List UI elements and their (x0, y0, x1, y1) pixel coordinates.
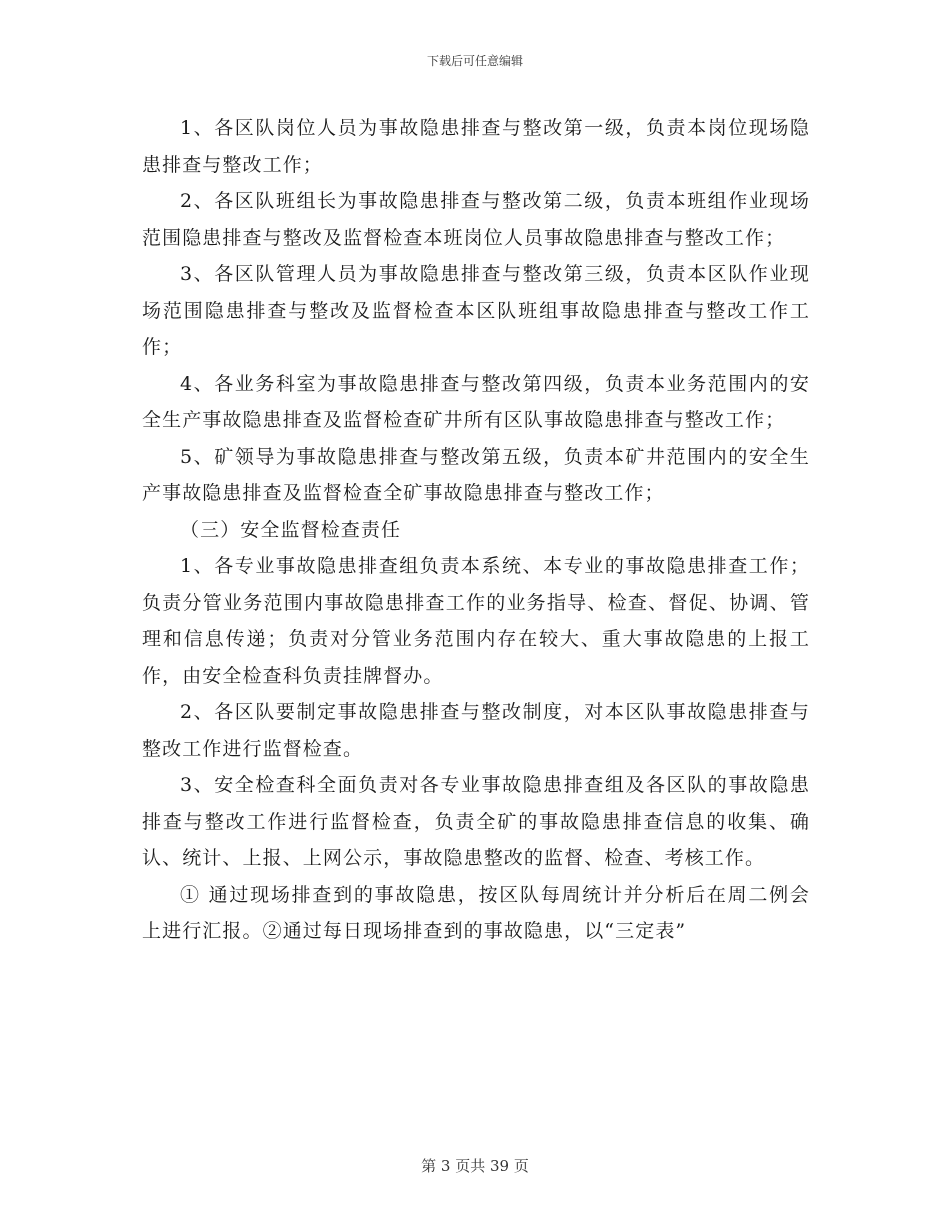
document-body (142, 110, 810, 950)
page-header-note: 下载后可任意编辑 (426, 54, 523, 68)
paragraph-supervision-1: 1、各专业事故隐患排查组负责本系统、本专业的事故隐患排查工作；负责分管业务范围内事故隐患排查工作的业务指导、检查、督促、协调、管理和信息传递；负责对分管业务范围内存在较大、重大事故隐患的上报工作，由安全检查科负责挂牌督办。 (142, 555, 810, 687)
paragraph-level-5: 5、矿领导为事故隐患排查与整改第五级，负责本矿井范围内的安全生产事故隐患排查及监督检查全矿事故隐患排查与整改工作； (142, 445, 810, 504)
section-heading-supervision: （三）安全监督检查责任 (180, 518, 402, 541)
page-number-footer: 第 3 页共 39 页 (421, 1157, 529, 1175)
paragraph-level-1: 1、各区队岗位人员为事故隐患排查与整改第一级，负责本岗位现场隐患排查与整改工作； (142, 117, 810, 176)
paragraph-reporting: ① 通过现场排查到的事故隐患，按区队每周统计并分析后在周二例会上进行汇报。②通过每日现场排查到的事故隐患，以“三定表” (142, 883, 810, 942)
paragraph-level-3: 3、各区队管理人员为事故隐患排查与整改第三级，负责本区队作业现场范围隐患排查与整改及监督检查本区队班组事故隐患排查与整改工作工作； (142, 263, 810, 358)
paragraph-level-2: 2、各区队班组长为事故隐患排查与整改第二级，负责本班组作业现场范围隐患排查与整改及监督检查本班岗位人员事故隐患排查与整改工作； (142, 190, 810, 249)
paragraph-supervision-2: 2、各区队要制定事故隐患排查与整改制度，对本区队事故隐患排查与整改工作进行监督检查。 (142, 701, 810, 760)
paragraph-supervision-3: 3、安全检查科全面负责对各专业事故隐患排查组及各区队的事故隐患排查与整改工作进行监督检查，负责全矿的事故隐患排查信息的收集、确认、统计、上报、上网公示，事故隐患整改的监督、检查、考核工作。 (142, 774, 810, 869)
paragraph-level-4: 4、各业务科室为事故隐患排查与整改第四级，负责本业务范围内的安全生产事故隐患排查及监督检查矿井所有区队事故隐患排查与整改工作； (142, 372, 810, 431)
